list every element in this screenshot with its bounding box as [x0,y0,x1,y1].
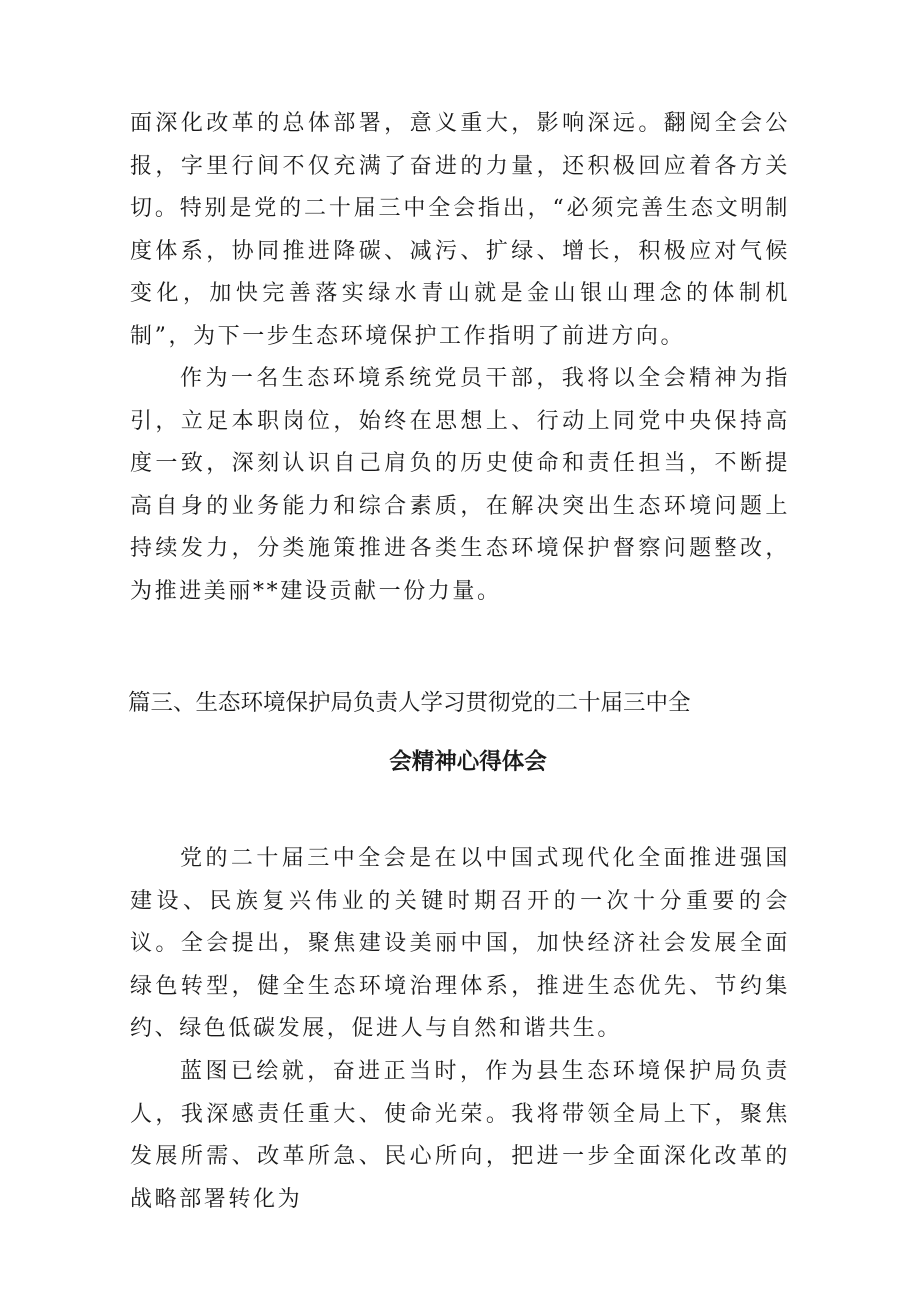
body-paragraph: 党的二十届三中全会是在以中国式现代化全面推进强国建设、民族复兴伟业的关键时期召开的一次十分重要的会议。全会提出，聚焦建设美丽中国，加快经济社会发展全面绿色转型，健全生态环境治理体系，推进生态优先、节约集约、绿色低碳发展，促进人与自然和谐共生。 [130,846,790,1041]
body-paragraph: 作为一名生态环境系统党员干部，我将以全会精神为指引，立足本职岗位，始终在思想上、行动上同党中央保持高度一致，深刻认识自己肩负的历史使命和责任担当，不断提高自身的业务能力和综合素质，在解决突出生态环境问题上持续发力，分类施策推进各类生态环境保护督察问题整改，为推进美丽**建设贡献一份力量。 [130,366,790,604]
section-heading-line2: 会精神心得体会 [389,749,547,775]
section-heading-line1: 篇三、生态环境保护局负责人学习贯彻党的二十届三中全 [128,690,691,716]
body-paragraph-continued: 面深化改革的总体部署，意义重大，影响深远。翻阅全会公报，字里行间不仅充满了奋进的力量，还积极回应着各方关切。特别是党的二十届三中全会指出，“必须完善生态文明制度体系，协同推进降碳、减污、扩绿、增长，积极应对气候变化，加快完善落实绿水青山就是金山银山理念的体制机制”，为下一步生态环境保护工作指明了前进方向。 [130,111,790,349]
body-paragraph: 蓝图已绘就，奋进正当时，作为县生态环境保护局负责人，我深感责任重大、使命光荣。我将带领全局上下，聚焦发展所需、改革所急、民心所向，把进一步全面深化改革的战略部署转化为 [130,1059,790,1212]
